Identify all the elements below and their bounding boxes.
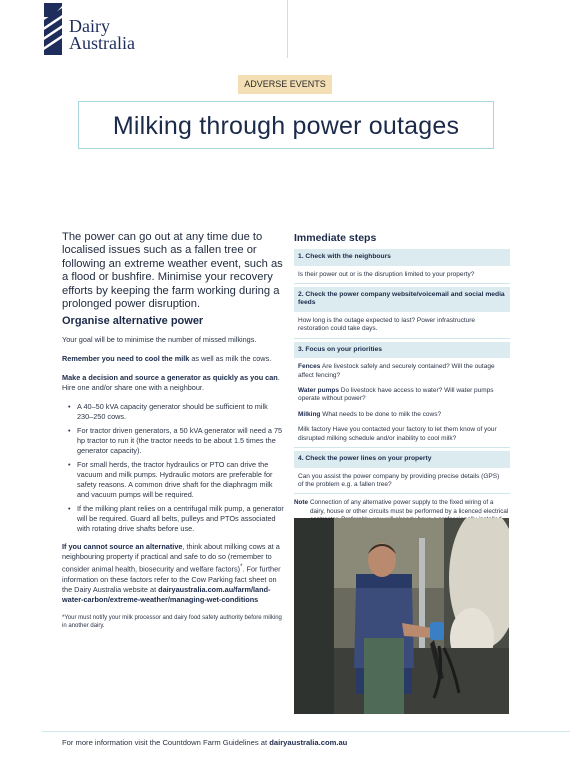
alternative-bold: If you cannot source an alternative [62, 542, 183, 552]
page-title: Milking through power outages [112, 112, 460, 140]
dairy-photo-illustration [294, 518, 509, 714]
step-4-heading: 4. Check the power lines on your property [294, 451, 510, 468]
note-label: Note [294, 499, 308, 507]
bullet-item: • For tractor driven generators, a 50 kVA generator will need a 75 hp tractor to run it (the tractor needs to be about 1.5 times the generator capacity). [68, 426, 284, 456]
decision-bold: Make a decision and source a generator as quickly as you can [62, 373, 278, 383]
footer-text: For more information visit the Countdown Farm Guidelines at [62, 738, 270, 747]
goal-paragraph: Your goal will be to minimise the number of missed milkings. [62, 335, 257, 345]
footnote-marker: * [240, 563, 243, 571]
brand-line-2: Australia [69, 33, 135, 53]
step-2-heading: 2. Check the power company website/voicemail and social media feeds [294, 287, 510, 312]
organise-heading: Organise alternative power [62, 315, 204, 328]
remember-bold: Remember you need to cool the milk [62, 354, 190, 364]
priority-water-text: Do livestock have access to water? Will water pumps operate without power? [298, 387, 494, 403]
bullet-item: • A 40–50 kVA capacity generator should be sufficient to milk 230–250 cows. [68, 402, 284, 422]
decision-paragraph [62, 373, 284, 393]
footer [62, 738, 347, 747]
title-box [78, 101, 494, 149]
priority-milking [294, 406, 510, 421]
dairy-australia-mark-icon [42, 3, 64, 55]
priority-milking-label: Milking [298, 410, 321, 418]
step-1-heading: 1. Check with the neighbours [294, 249, 510, 266]
alternative-rest: , think about milking cows at a neighbouring property if practical and safe to do so (remember to consider animal health, biosecurity and welfare factors) [62, 542, 280, 574]
footer-rule [42, 731, 570, 732]
bullet-item: • For small herds, the tractor hydraulics or PTO can drive the vacuum and milk pumps. Hydraulic motors are preferable for safety reasons. A common drive shaft for the diaphragm milk and vacuum pumps will be required. [68, 460, 284, 500]
alternative-more: . For further information on these factors refer to the Cow Parking fact sheet on the Dairy Australia website at [62, 564, 281, 594]
right-column [294, 232, 510, 532]
remember-rest: as well as milk the cows. [189, 354, 272, 364]
category-tag: ADVERSE EVENTS [238, 75, 332, 94]
priority-fences-label: Fences [298, 363, 321, 371]
steps-heading: Immediate steps [294, 232, 377, 244]
step-1-body: Is their power out or is the disruption limited to your property? [294, 266, 510, 284]
priority-fences-text: Are livestock safely and securely contained? Will the outage affect fencing? [298, 363, 495, 379]
header-divider [287, 0, 288, 58]
intro-paragraph: The power can go out at any time due to localised issues such as a fallen tree or following an extreme weather event, such as a flood or bushfire. Minimise your recovery efforts by keeping the farm working during a prolonged power disruption. [62, 231, 283, 311]
left-column [62, 231, 284, 630]
wet-conditions-link[interactable]: dairyaustralia.com.au/farm/land-water-carbon/extreme-weather/managing-wet-conditions [62, 584, 271, 604]
brand-wordmark [69, 18, 135, 52]
footer-link[interactable]: dairyaustralia.com.au [269, 738, 348, 747]
dairy-australia-logo [42, 3, 172, 59]
bullet-item: • If the milking plant relies on a centrifugal milk pump, a generator will be required. Guard all belts, pulleys and PTOs associated with rotating drive shafts before use. [68, 504, 284, 534]
decision-rest: . Hire one and/or share one with a neighbour. [62, 373, 280, 393]
step-3-heading: 3. Focus on your priorities [294, 342, 510, 359]
priority-factory: Milk factory Have you contacted your factory to let them know of your disrupted milking schedule and/or inability to cool milk? [294, 421, 510, 448]
priority-water [294, 382, 510, 406]
priority-fences [294, 358, 510, 382]
remember-paragraph [62, 354, 284, 364]
alternative-paragraph [62, 542, 284, 604]
generator-bullets [68, 402, 284, 534]
footnote: *Your must notify your milk processor and dairy food safety authority before milking in another dairy. [62, 614, 282, 629]
step-2-body: How long is the outage expected to last? Power infrastructure restoration could take days. [294, 312, 510, 339]
priority-water-label: Water pumps [298, 387, 339, 395]
note-text: Connection of any alternative power supply to the fixed wiring of a dairy, house or other circuits must be performed by a licenced electrical [310, 499, 509, 515]
brand-line-1: Dairy [69, 16, 110, 36]
farmer-milking-photo [294, 518, 509, 714]
step-4-body: Can you assist the power company by providing precise details (GPS) of the problem e.g. a fallen tree? [294, 468, 510, 495]
priority-milking-text: What needs to be done to milk the cows? [320, 410, 442, 418]
